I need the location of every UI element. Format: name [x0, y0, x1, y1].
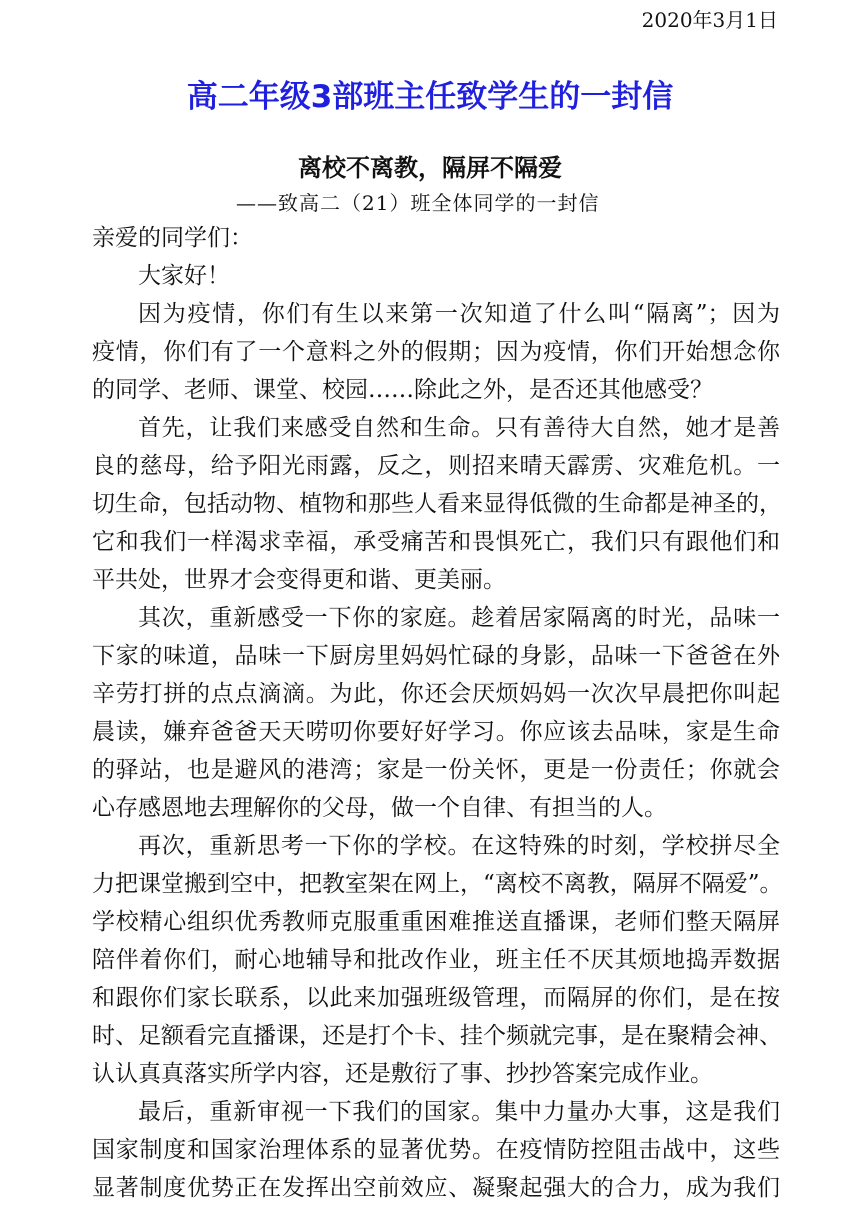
paragraph [92, 409, 780, 599]
paragraph [92, 827, 783, 1093]
letter-subtitle: 离校不离教，隔屏不隔爱 [298, 154, 562, 182]
paragraph-line: 显著制度优势正在发挥出空前效应、凝聚起强大的合力，成为我们 [92, 1175, 780, 1201]
letter-date: 2020年3月1日 [641, 8, 778, 32]
paragraph-line: 其次，重新感受一下你的家庭。趁着居家隔离的时光，品味一 [138, 605, 780, 631]
paragraph-line: 最后，重新审视一下我们的国家。集中力量办大事，这是我们 [138, 1099, 780, 1125]
hello-line: 大家好！ [138, 263, 230, 289]
letter-body [92, 219, 783, 1207]
page-title: 高二年级3部班主任致学生的一封信 [186, 79, 674, 115]
greeting: 亲爱的同学们： [92, 225, 253, 251]
paragraph-line: 良的慈母，给予阳光雨露，反之，则招来晴天霹雳、灾难危机。一 [92, 453, 780, 479]
paragraph [92, 1093, 780, 1207]
paragraph-line: 平共处，世界才会变得更和谐、更美丽。 [92, 567, 506, 593]
paragraph-line: 国家制度和国家治理体系的显著优势。在疫情防控阻击战中，这些 [92, 1137, 780, 1163]
letter-addressee-line: ——致高二（21）班全体同学的一封信 [236, 191, 600, 215]
paragraph-line: 晨读，嫌弃爸爸天天唠叨你要好好学习。你应该去品味，家是生命 [92, 719, 780, 745]
paragraph-line: 辛劳打拼的点点滴滴。为此，你还会厌烦妈妈一次次早晨把你叫起 [92, 681, 780, 707]
paragraph-line: 首先，让我们来感受自然和生命。只有善待大自然，她才是善 [138, 415, 780, 441]
paragraph-line: 因为疫情，你们有生以来第一次知道了什么叫“隔离”；因为 [138, 301, 780, 327]
paragraph-line: 学校精心组织优秀教师克服重重困难推送直播课，老师们整天隔屏 [92, 909, 780, 935]
paragraph-line: 的同学、老师、课堂、校园……除此之外，是否还其他感受？ [92, 377, 713, 403]
paragraph-line: 疫情，你们有了一个意料之外的假期；因为疫情，你们开始想念你 [92, 339, 780, 365]
paragraph-line: 再次，重新思考一下你的学校。在这特殊的时刻，学校拼尽全 [138, 833, 780, 859]
paragraph-line: 陪伴着你们，耐心地辅导和批改作业，班主任不厌其烦地捣弄数据 [92, 947, 780, 973]
paragraph [92, 295, 780, 409]
paragraph-line: 认认真真落实所学内容，还是敷衍了事、抄抄答案完成作业。 [92, 1061, 713, 1087]
paragraph-line: 时、足额看完直播课，还是打个卡、挂个频就完事，是在聚精会神、 [92, 1023, 782, 1049]
paragraph-line: 它和我们一样渴求幸福，承受痛苦和畏惧死亡，我们只有跟他们和 [92, 529, 780, 555]
paragraph [92, 599, 780, 827]
paragraph-line: 和跟你们家长联系，以此来加强班级管理，而隔屏的你们，是在按 [92, 985, 780, 1011]
paragraph-line: 心存感恩地去理解你的父母，做一个自律、有担当的人。 [92, 795, 667, 821]
paragraph-line: 切生命，包括动物、植物和那些人看来显得低微的生命都是神圣的， [92, 491, 782, 517]
paragraph-line: 力把课堂搬到空中，把教室架在网上，“离校不离教，隔屏不隔爱”。 [92, 871, 783, 897]
paragraph-line: 的驿站，也是避风的港湾；家是一份关怀，更是一份责任；你就会 [92, 757, 780, 783]
paragraph-line: 下家的味道，品味一下厨房里妈妈忙碌的身影，品味一下爸爸在外 [92, 643, 780, 669]
